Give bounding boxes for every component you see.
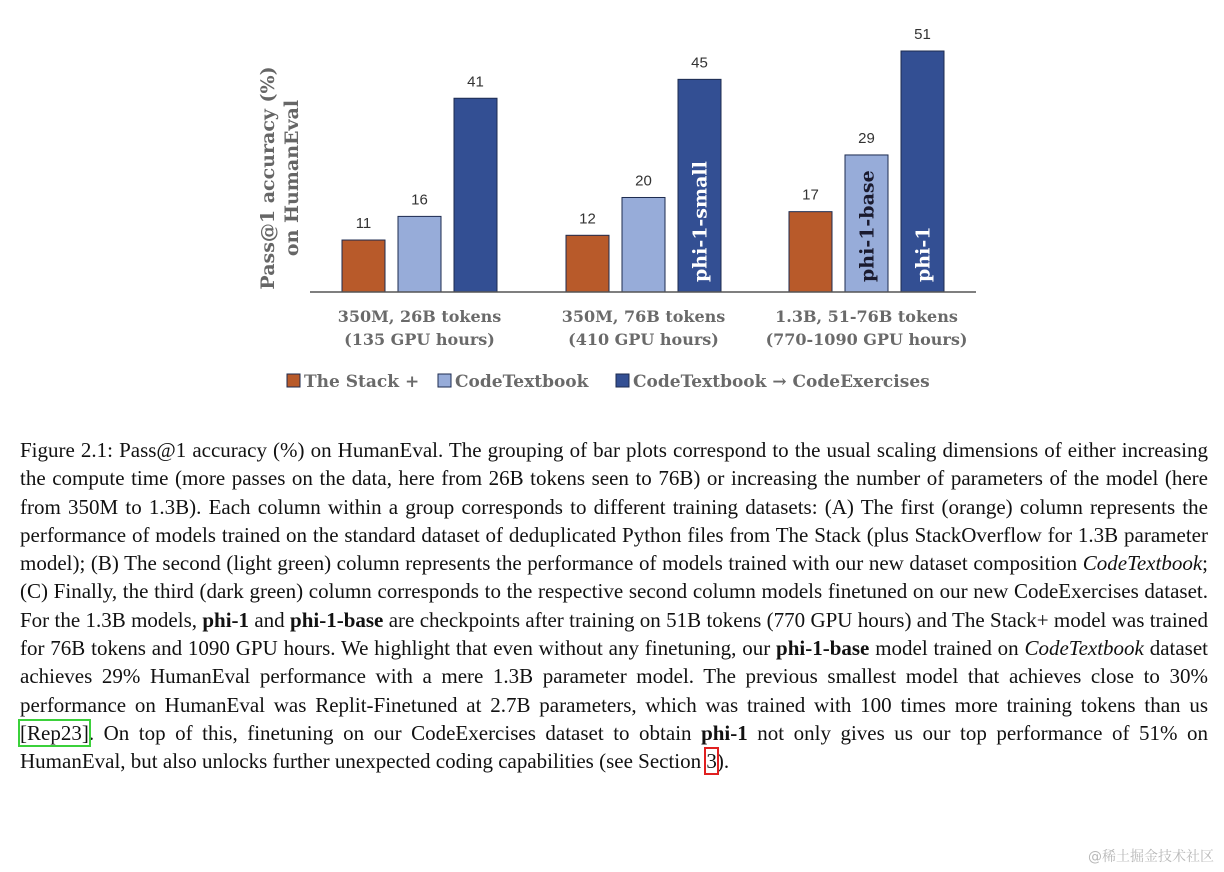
bar — [454, 98, 497, 292]
data-label: 20 — [635, 172, 652, 190]
caption-text: ). — [716, 749, 730, 774]
data-label: 11 — [355, 215, 372, 233]
caption-text: not only gives us our top performance of 51% on HumanEval, but also unlocks further unexpected coding capabilities (see Section — [20, 720, 1208, 774]
caption-bold: phi-1 — [701, 720, 748, 745]
data-label: 12 — [579, 210, 596, 228]
figure-caption — [20, 436, 1208, 776]
bar-inner-label: phi-1-small — [689, 161, 712, 282]
data-label: 29 — [858, 129, 875, 147]
legend-entry: CodeTextbook → CodeExercises — [633, 372, 930, 392]
category-label: 350M, 26B tokens — [337, 307, 502, 326]
legend-swatch — [616, 374, 629, 387]
bars — [342, 26, 944, 292]
watermark: @稀土掘金技术社区 — [1088, 849, 1214, 865]
caption-text: ; (C) Finally, the third (dark green) column corresponds to the respective second column models finetuned on our new CodeExercises dataset. For the 1.3B models, — [20, 551, 1208, 632]
category-label: 1.3B, 51-76B tokens — [775, 307, 958, 326]
legend-swatch — [287, 374, 300, 387]
caption-text: dataset achieves 29% HumanEval performance with a mere 1.3B parameter model. The previous smallest model that achieves close to 30% performance on HumanEval was Replit-Finetuned at 2.7B parameters, which was trained with 100 times more training tokens than us — [20, 636, 1209, 717]
data-label: 45 — [691, 54, 708, 72]
data-label: 41 — [467, 73, 484, 91]
legend-entry: CodeTextbook — [455, 372, 589, 392]
caption-text: and — [249, 607, 291, 632]
citation-link[interactable]: [Rep23] — [20, 720, 89, 745]
category-label: (135 GPU hours) — [344, 330, 495, 349]
legend-entry: The Stack + — [304, 372, 420, 392]
caption-text: Figure 2.1: Pass@1 accuracy (%) on HumanEval. The grouping of bar plots correspond to the usual scaling dimensions of either increasing the compute time (more passes on the data, here from 26B tokens seen to 76B) or increasing the number of parameters of the model (here from 350M to 1.3B). Each column within a group corresponds to different training datasets: (A) The first (orange) column represents the performance of models trained on the standard dataset of deduplicated Python files from The Stack (plus StackOverflow for 1.3B parameter model); (B) The second (light green) column represents the performance of models trained with our new dataset composition — [20, 438, 1208, 576]
data-label: 17 — [802, 186, 819, 204]
bar-chart — [0, 0, 1224, 400]
bar — [398, 216, 441, 292]
caption-italic: CodeTextbook — [1024, 636, 1144, 661]
caption-text: are checkpoints after training on 51B tokens (770 GPU hours) and The Stack+ model was trained for 76B tokens and 1090 GPU hours. We highlight that even without any finetuning, our — [20, 607, 1208, 661]
legend — [287, 372, 930, 392]
category-label: 350M, 76B tokens — [561, 307, 726, 326]
category-label: (770-1090 GPU hours) — [765, 330, 968, 349]
bar-inner-label: phi-1-base — [856, 170, 879, 282]
caption-bold: phi-1-base — [290, 607, 384, 632]
bar — [622, 197, 665, 292]
y-axis-label-line1: Pass@1 accuracy (%) — [257, 66, 279, 290]
bar — [342, 240, 385, 292]
caption-bold: phi-1-base — [776, 636, 870, 661]
section-link[interactable]: 3 — [706, 749, 717, 774]
y-axis-label — [257, 66, 303, 289]
legend-swatch — [438, 374, 451, 387]
data-label: 16 — [411, 191, 428, 209]
caption-text: . On top of this, finetuning on our CodeExercises dataset to obtain — [88, 720, 702, 745]
bar-inner-label: phi-1 — [912, 226, 935, 282]
caption-bold: phi-1 — [202, 607, 250, 632]
category-label: (410 GPU hours) — [568, 330, 719, 349]
caption-text: model trained on — [869, 636, 1025, 661]
bar — [566, 235, 609, 292]
bar — [789, 212, 832, 292]
y-axis-label-line2: on HumanEval — [281, 99, 303, 257]
category-labels — [338, 307, 968, 349]
caption-italic: CodeTextbook — [1082, 551, 1203, 576]
data-label: 51 — [914, 26, 931, 43]
